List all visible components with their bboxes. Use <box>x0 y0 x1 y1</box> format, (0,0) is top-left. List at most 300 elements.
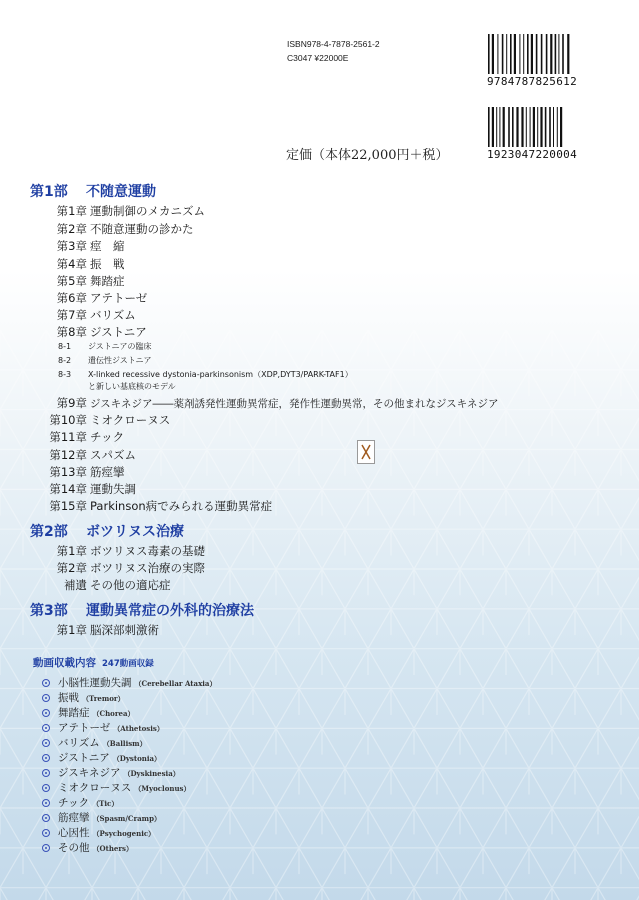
video-item: ミオクローヌス （Myoclonus） <box>42 780 191 795</box>
pattern-tile <box>483 569 529 609</box>
pattern-tile <box>437 410 483 450</box>
chapter-7 <box>30 307 136 323</box>
pattern-tile <box>0 330 23 370</box>
pattern-tile <box>437 569 483 609</box>
barcode-bar <box>488 34 490 74</box>
pattern-tile <box>0 848 46 888</box>
isbn-text: ISBN978-4-7878-2561-2 <box>287 39 380 49</box>
pattern-tile <box>299 649 345 689</box>
video-item: バリズム （Ballism） <box>42 735 147 750</box>
pattern-tile <box>575 489 621 529</box>
chapter-title: チック <box>90 430 125 444</box>
barcode-bar <box>560 107 562 147</box>
part-title: ボツリヌス治療 <box>86 524 184 540</box>
chapter-number: 第1章 <box>56 623 87 637</box>
video-item: 小脳性運動失調 （Cerebellar Ataxia） <box>42 675 216 690</box>
pattern-tile <box>598 370 639 410</box>
chapter-1 <box>30 203 205 219</box>
pattern-tile <box>276 609 322 649</box>
part-title: 不随意運動 <box>86 184 156 200</box>
pattern-tile <box>345 569 391 609</box>
chapter-title: 運動失調 <box>90 482 136 496</box>
chapter-15 <box>30 498 272 514</box>
pattern-tile <box>391 410 437 450</box>
chapter-title: ボツリヌス治療の実際 <box>90 561 205 575</box>
bullet-icon <box>42 754 50 762</box>
pattern-tile <box>529 489 575 529</box>
pattern-tile <box>621 728 639 768</box>
chapter-13 <box>30 464 125 480</box>
chapter-title: 痙 縮 <box>90 239 125 253</box>
chapter-number: 第8章 <box>56 325 87 339</box>
bullet-icon <box>42 844 50 852</box>
pattern-tile <box>0 728 23 768</box>
pattern-tile <box>598 768 639 808</box>
pattern-tile <box>506 768 552 808</box>
pattern-tile <box>368 848 414 888</box>
pattern-tile <box>483 489 529 529</box>
pattern-tile <box>575 330 621 370</box>
chapter-number: 第4章 <box>56 257 87 271</box>
video-item: チック （Tic） <box>42 795 118 810</box>
part-number: 第1部 <box>30 184 68 200</box>
pattern-tile <box>276 450 322 490</box>
pattern-tile <box>161 808 207 848</box>
part-number: 第3部 <box>30 603 68 619</box>
chapter-number: 第7章 <box>56 308 87 322</box>
barcode-bar <box>555 34 557 74</box>
barcode-bar <box>492 34 494 74</box>
pattern-tile <box>414 609 460 649</box>
bullet-icon <box>42 694 50 702</box>
part-3-heading <box>30 600 254 620</box>
pattern-tile <box>598 689 639 729</box>
pattern-tile <box>414 848 460 888</box>
pattern-tile <box>483 808 529 848</box>
chapter-9 <box>30 395 498 411</box>
pattern-tile <box>138 450 184 490</box>
pattern-tile <box>253 649 299 689</box>
pattern-tile <box>299 569 345 609</box>
pattern-tile <box>575 410 621 450</box>
isbn-block <box>287 37 380 65</box>
chapter-title: その他の適応症 <box>90 578 171 592</box>
pattern-tile <box>345 330 391 370</box>
barcode-bar <box>545 107 547 147</box>
pattern-tile <box>207 330 253 370</box>
part2-appendix <box>30 577 171 593</box>
pattern-tile <box>368 609 414 649</box>
pattern-tile <box>299 888 345 900</box>
part-title: 運動異常症の外科的治療法 <box>86 603 254 619</box>
pattern-tile <box>345 728 391 768</box>
isbn-barcode <box>487 34 602 74</box>
pattern-tile <box>184 768 230 808</box>
pattern-tile <box>460 848 506 888</box>
pattern-tile <box>322 768 368 808</box>
pattern-tile <box>391 728 437 768</box>
pattern-tile <box>368 529 414 569</box>
chapter-title: 脳深部刺激術 <box>90 623 159 637</box>
pattern-tile <box>253 888 299 900</box>
chapter-title: Parkinson病でみられる運動異常症 <box>90 499 273 513</box>
barcode-bar <box>549 107 551 147</box>
barcode-bar <box>550 34 552 74</box>
chapter-number: 第1章 <box>56 204 87 218</box>
pattern-tile <box>575 888 621 900</box>
pattern-tile <box>483 649 529 689</box>
bullet-icon <box>42 799 50 807</box>
chapter-title: 舞踏症 <box>90 274 125 288</box>
pattern-tile <box>253 728 299 768</box>
pattern-tile <box>437 808 483 848</box>
chapter-number: 第13章 <box>49 465 87 479</box>
chapter-11 <box>30 429 124 445</box>
barcode-bar <box>558 34 559 74</box>
barcode-bar <box>506 34 507 74</box>
pattern-tile <box>621 649 639 689</box>
pattern-tile <box>322 848 368 888</box>
pattern-tile <box>529 410 575 450</box>
barcode-bar <box>510 34 512 74</box>
pattern-tile <box>299 330 345 370</box>
chapter-number: 第1章 <box>56 544 87 558</box>
pattern-tile <box>552 370 598 410</box>
pattern-tile <box>253 569 299 609</box>
pattern-tile <box>322 609 368 649</box>
video-item: 舞踏症 （Chorea） <box>42 705 135 720</box>
barcode-bar <box>526 107 527 147</box>
chapter-title: 筋痙攣 <box>90 465 125 479</box>
pattern-tile <box>0 410 23 450</box>
pattern-tile <box>621 808 639 848</box>
pattern-tile <box>253 330 299 370</box>
pattern-tile <box>0 569 23 609</box>
chapter-6 <box>30 290 147 306</box>
pattern-tile <box>529 888 575 900</box>
pattern-tile <box>460 609 506 649</box>
pattern-tile <box>276 529 322 569</box>
part-number: 第2部 <box>30 524 68 540</box>
pattern-tile <box>230 848 276 888</box>
pattern-tile <box>483 410 529 450</box>
part3-chapter-1 <box>30 622 159 638</box>
chapter-5 <box>30 273 125 289</box>
video-item: 振戦 （Tremor） <box>42 690 125 705</box>
chapter-4 <box>30 256 125 272</box>
chapter-2 <box>30 221 194 237</box>
pattern-tile <box>0 489 23 529</box>
subsection-8-1 <box>58 341 151 352</box>
pattern-tile <box>621 569 639 609</box>
pattern-tile <box>552 609 598 649</box>
pattern-tile <box>529 569 575 609</box>
pattern-tile <box>529 728 575 768</box>
video-item: 心因性 （Psychogenic） <box>42 825 155 840</box>
chapter-10 <box>30 412 170 428</box>
pattern-tile <box>391 330 437 370</box>
barcode-bar <box>516 107 518 147</box>
pattern-tile <box>253 410 299 450</box>
bullet-icon <box>42 829 50 837</box>
chapter-number: 補遺 <box>64 578 87 592</box>
pattern-tile <box>299 489 345 529</box>
subsection-title: 遺伝性ジストニア <box>88 356 152 365</box>
barcode-bar <box>503 107 505 147</box>
subsection-number: 8-3 <box>58 370 72 379</box>
pattern-tile <box>230 768 276 808</box>
video-item: ジストニア （Dystonia） <box>42 750 161 765</box>
pattern-tile <box>598 848 639 888</box>
chapter-3 <box>30 238 125 254</box>
pattern-tile <box>345 489 391 529</box>
chapter-number: 第3章 <box>56 239 87 253</box>
chapter-title: ミオクローヌス <box>90 413 171 427</box>
barcode-bar <box>497 34 498 74</box>
pattern-tile <box>207 728 253 768</box>
pattern-tile <box>391 808 437 848</box>
pattern-tile <box>483 888 529 900</box>
pattern-tile <box>506 848 552 888</box>
pattern-tile <box>322 529 368 569</box>
barcode-bar <box>562 34 564 74</box>
pattern-tile <box>598 529 639 569</box>
subsection-8-3-continued: と新しい基底核のモデル <box>88 382 176 391</box>
pattern-tile <box>460 768 506 808</box>
bullet-icon <box>42 724 50 732</box>
pattern-tile <box>529 649 575 689</box>
barcode-bar <box>527 34 529 74</box>
barcode-bar <box>531 34 533 74</box>
pattern-tile <box>552 768 598 808</box>
pattern-tile <box>345 649 391 689</box>
pattern-tile <box>276 768 322 808</box>
pattern-tile <box>345 888 391 900</box>
video-item: 筋痙攣 （Spasm/Cramp） <box>42 810 161 825</box>
chapter-title: スパズム <box>90 448 136 462</box>
pattern-tile <box>529 808 575 848</box>
pattern-tile <box>0 649 23 689</box>
pattern-tile <box>299 808 345 848</box>
pattern-tile <box>414 689 460 729</box>
pattern-tile <box>0 808 23 848</box>
part-2-heading <box>30 521 184 541</box>
pattern-tile <box>368 689 414 729</box>
bullet-icon <box>42 739 50 747</box>
barcode-bar <box>499 107 500 147</box>
pattern-tile <box>575 649 621 689</box>
barcode-bar <box>533 107 535 147</box>
chapter-title: ジストニア <box>90 325 147 339</box>
part-1-heading <box>30 181 156 201</box>
video-contents-heading <box>33 655 154 670</box>
chapter-number: 第11章 <box>49 430 87 444</box>
barcode-bar <box>523 34 524 74</box>
pattern-tile <box>69 888 115 900</box>
pattern-tile <box>506 609 552 649</box>
pattern-tile <box>506 689 552 729</box>
pattern-tile <box>276 848 322 888</box>
pattern-tile <box>529 330 575 370</box>
barcode-bar <box>553 107 554 147</box>
pattern-tile <box>506 450 552 490</box>
barcode-bar <box>557 107 558 147</box>
barcode-bar <box>496 107 497 147</box>
pattern-tile <box>161 728 207 768</box>
chapter-title: 運動制御のメカニズム <box>90 204 205 218</box>
video-count: 247動画収録 <box>102 659 154 669</box>
barcode-bar <box>536 34 538 74</box>
pattern-tile <box>483 330 529 370</box>
chapter-title: 不随意運動の診かた <box>90 222 194 236</box>
pattern-tile <box>575 808 621 848</box>
chapter-8 <box>30 324 147 340</box>
chapter-number: 第15章 <box>49 499 87 513</box>
pattern-tile <box>460 529 506 569</box>
pattern-tile <box>437 489 483 529</box>
pattern-tile <box>184 848 230 888</box>
pattern-tile <box>552 450 598 490</box>
chapter-14 <box>30 481 136 497</box>
part2-chapter-2 <box>30 560 205 576</box>
isbn-barcode-number: 9784787825612 <box>487 75 577 88</box>
bullet-icon <box>42 814 50 822</box>
price-text: 定価（本体22,000円＋税） <box>286 148 449 163</box>
chapter-number: 第6章 <box>56 291 87 305</box>
pattern-tile <box>322 689 368 729</box>
part2-chapter-1 <box>30 543 205 559</box>
chapter-number: 第5章 <box>56 274 87 288</box>
pattern-tile <box>598 450 639 490</box>
bullet-icon <box>42 784 50 792</box>
pattern-tile <box>552 689 598 729</box>
price-barcode-number: 1923047220004 <box>487 148 577 161</box>
barcode-bar <box>488 107 490 147</box>
pattern-tile <box>575 569 621 609</box>
pattern-tile <box>230 450 276 490</box>
pattern-tile <box>621 330 639 370</box>
pattern-tile <box>368 768 414 808</box>
pattern-tile <box>414 768 460 808</box>
chapter-title: ボツリヌス毒素の基礎 <box>90 544 205 558</box>
chapter-number: 第14章 <box>49 482 87 496</box>
subsection-title: X-linked recessive dystonia-parkinsonism（XDP,DYT3/PARK-TAF1） <box>88 370 353 379</box>
pattern-tile <box>391 489 437 529</box>
pattern-tile <box>483 728 529 768</box>
pattern-tile <box>598 609 639 649</box>
pattern-tile <box>299 410 345 450</box>
price-barcode <box>487 107 602 147</box>
pattern-tile <box>345 808 391 848</box>
pattern-tile <box>0 888 23 900</box>
subsection-8-2 <box>58 355 151 366</box>
pattern-tile <box>460 689 506 729</box>
barcode-bar <box>541 34 543 74</box>
pattern-tile <box>0 768 46 808</box>
pattern-tile <box>552 848 598 888</box>
pattern-tile <box>437 888 483 900</box>
pattern-tile <box>230 529 276 569</box>
pattern-tile <box>0 689 46 729</box>
chapter-number: 第10章 <box>49 413 87 427</box>
barcode-bar <box>508 107 510 147</box>
bullet-icon <box>42 679 50 687</box>
pattern-tile <box>552 529 598 569</box>
video-item: アテトーゼ （Athetosis） <box>42 720 164 735</box>
subsection-8-3 <box>58 369 353 380</box>
barcode-bar <box>514 34 516 74</box>
barcode-bar <box>540 107 542 147</box>
c-code-text: C3047 ¥22000E <box>287 53 349 63</box>
chapter-12 <box>30 447 136 463</box>
bullet-icon <box>42 769 50 777</box>
pattern-tile <box>391 569 437 609</box>
pattern-tile <box>184 689 230 729</box>
barcode-bar <box>519 34 520 74</box>
pattern-tile <box>207 410 253 450</box>
pattern-tile <box>621 888 639 900</box>
chapter-title: アテトーゼ <box>90 291 148 305</box>
subsection-number: 8-2 <box>58 356 72 365</box>
pattern-tile <box>299 728 345 768</box>
pattern-tile <box>161 330 207 370</box>
chapter-number: 第12章 <box>49 448 87 462</box>
chapter-title: ジスキネジア――薬剤誘発性運動異常症，発作性運動異常，その他まれなジスキネジア <box>90 398 499 410</box>
pattern-tile <box>437 330 483 370</box>
chapter-number: 第2章 <box>56 561 87 575</box>
barcode-bar <box>546 34 548 74</box>
video-contents-title: 動画収載内容 <box>33 657 96 669</box>
pattern-tile <box>621 489 639 529</box>
chapter-title: 振 戦 <box>90 257 125 271</box>
pattern-tile <box>161 888 207 900</box>
video-item: ジスキネジア （Dyskinesia） <box>42 765 180 780</box>
pattern-tile <box>391 888 437 900</box>
pattern-tile <box>115 888 161 900</box>
barcode-bar <box>512 107 514 147</box>
chapter-number: 第2章 <box>56 222 87 236</box>
pattern-tile <box>138 848 184 888</box>
pattern-tile <box>414 529 460 569</box>
pattern-tile <box>506 529 552 569</box>
pattern-tile <box>621 410 639 450</box>
barcode-bar <box>567 34 569 74</box>
pattern-tile <box>276 689 322 729</box>
pattern-tile <box>437 728 483 768</box>
bullet-icon <box>42 709 50 717</box>
pattern-tile <box>414 450 460 490</box>
pattern-tile <box>230 689 276 729</box>
pattern-tile <box>184 450 230 490</box>
pattern-tile <box>506 370 552 410</box>
pattern-tile <box>207 808 253 848</box>
subsection-title: ジストニアの臨床 <box>88 342 152 351</box>
pattern-tile <box>207 888 253 900</box>
chapter-title: バリズム <box>90 308 136 322</box>
pattern-tile <box>23 888 69 900</box>
barcode-bar <box>502 34 504 74</box>
pattern-tile <box>253 808 299 848</box>
barcode-bar <box>530 107 531 147</box>
barcode-bar <box>492 107 494 147</box>
publisher-logo-icon <box>357 440 375 464</box>
pattern-tile <box>437 649 483 689</box>
pattern-tile <box>460 450 506 490</box>
pattern-tile <box>575 728 621 768</box>
chapter-number: 第9章 <box>56 396 87 410</box>
video-item: その他 （Others） <box>42 840 133 855</box>
subsection-number: 8-1 <box>58 342 72 351</box>
